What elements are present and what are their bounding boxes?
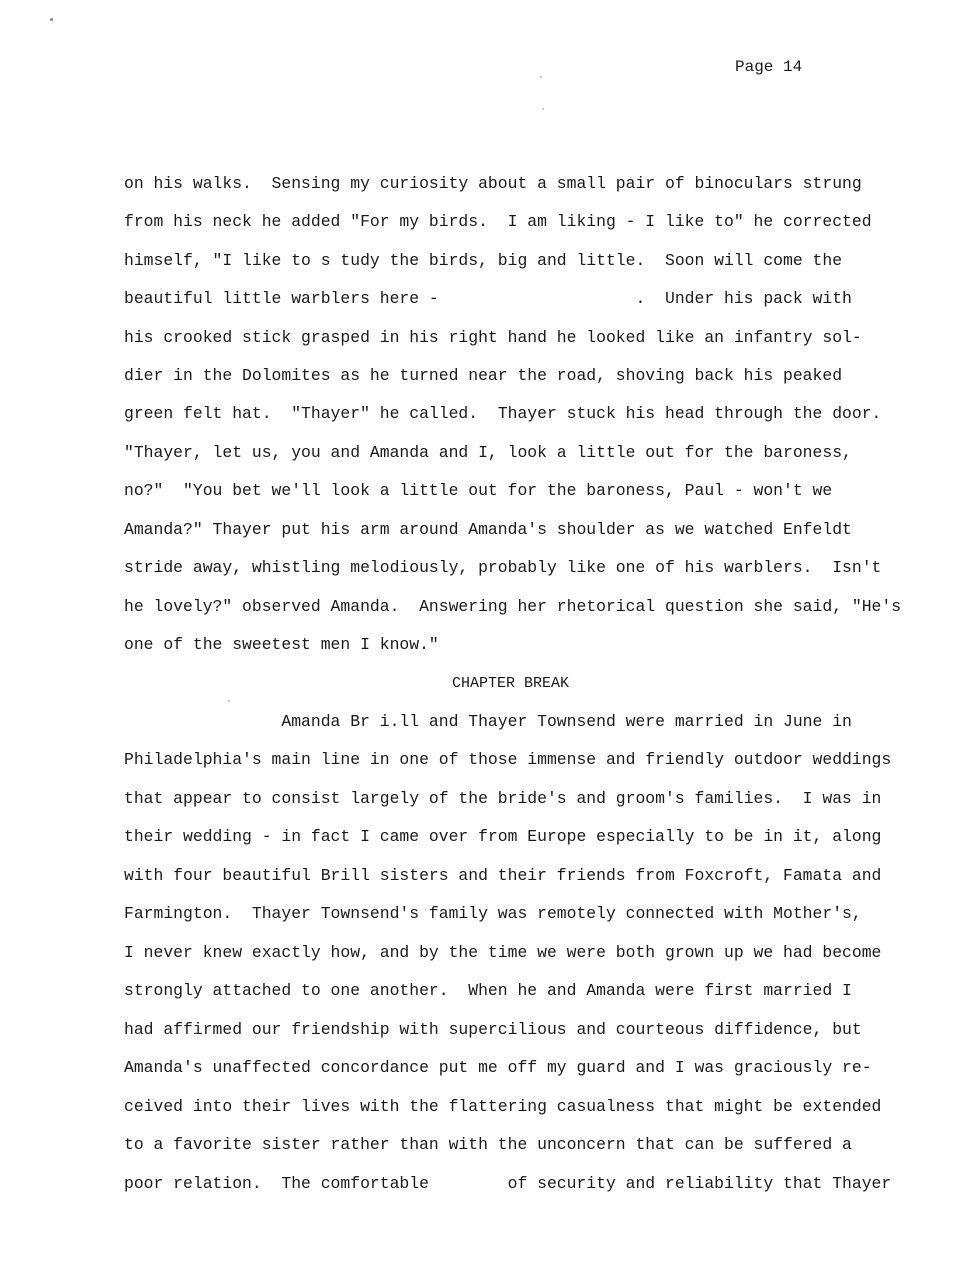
text-line: one of the sweetest men I know." — [124, 635, 439, 654]
text-line: himself, "I like to s tudy the birds, big and little. Soon will come the — [124, 251, 843, 270]
text-line: their wedding - in fact I came over from Europe especially to be in it, along — [124, 827, 882, 846]
text-line: dier in the Dolomites as he turned near the road, shoving back his peaked — [124, 366, 843, 385]
text-line: his crooked stick grasped in his right hand he looked like an infantry sol- — [124, 328, 862, 347]
text-line: "Thayer, let us, you and Amanda and I, look a little out for the baroness, — [124, 443, 852, 462]
text-line: no?" "You bet we'll look a little out for the baroness, Paul - won't we — [124, 481, 833, 500]
scan-speck — [228, 700, 230, 702]
text-line: beautiful little warblers here - . Under his pack with — [124, 289, 852, 308]
text-line: Amanda Br i.ll and Thayer Townsend were married in June in — [124, 712, 852, 731]
scan-speck — [50, 18, 53, 21]
text-line: to a favorite sister rather than with the unconcern that can be suffered a — [124, 1135, 852, 1154]
text-line: Farmington. Thayer Townsend's family was remotely connected with Mother's, — [124, 904, 862, 923]
scan-speck — [542, 108, 544, 110]
page-number: Page 14 — [735, 58, 803, 76]
text-line: Philadelphia's main line in one of those immense and friendly outdoor weddings — [124, 750, 892, 769]
text-line: Amanda?" Thayer put his arm around Amanda's shoulder as we watched Enfeldt — [124, 520, 852, 539]
chapter-heading: CHAPTER BREAK — [452, 675, 570, 692]
text-line: that appear to consist largely of the bride's and groom's families. I was in — [124, 789, 882, 808]
text-line: with four beautiful Brill sisters and their friends from Foxcroft, Famata and — [124, 866, 882, 885]
text-line: stride away, whistling melodiously, probably like one of his warblers. Isn't — [124, 558, 882, 577]
text-line: on his walks. Sensing my curiosity about a small pair of binoculars strung — [124, 174, 862, 193]
scan-speck — [540, 76, 542, 78]
text-line: poor relation. The comfortable of security and reliability that Thayer — [124, 1174, 892, 1193]
text-line: green felt hat. "Thayer" he called. Thayer stuck his head through the door. — [124, 404, 882, 423]
text-line: he lovely?" observed Amanda. Answering her rhetorical question she said, "He's — [124, 597, 902, 616]
text-line: Amanda's unaffected concordance put me off my guard and I was graciously re- — [124, 1058, 872, 1077]
text-line: from his neck he added "For my birds. I am liking - I like to" he corrected — [124, 212, 872, 231]
text-line: I never knew exactly how, and by the time we were both grown up we had become — [124, 943, 882, 962]
text-line: ceived into their lives with the flattering casualness that might be extended — [124, 1097, 882, 1116]
text-line: strongly attached to one another. When he and Amanda were first married I — [124, 981, 852, 1000]
text-line: had affirmed our friendship with supercilious and courteous diffidence, but — [124, 1020, 862, 1039]
